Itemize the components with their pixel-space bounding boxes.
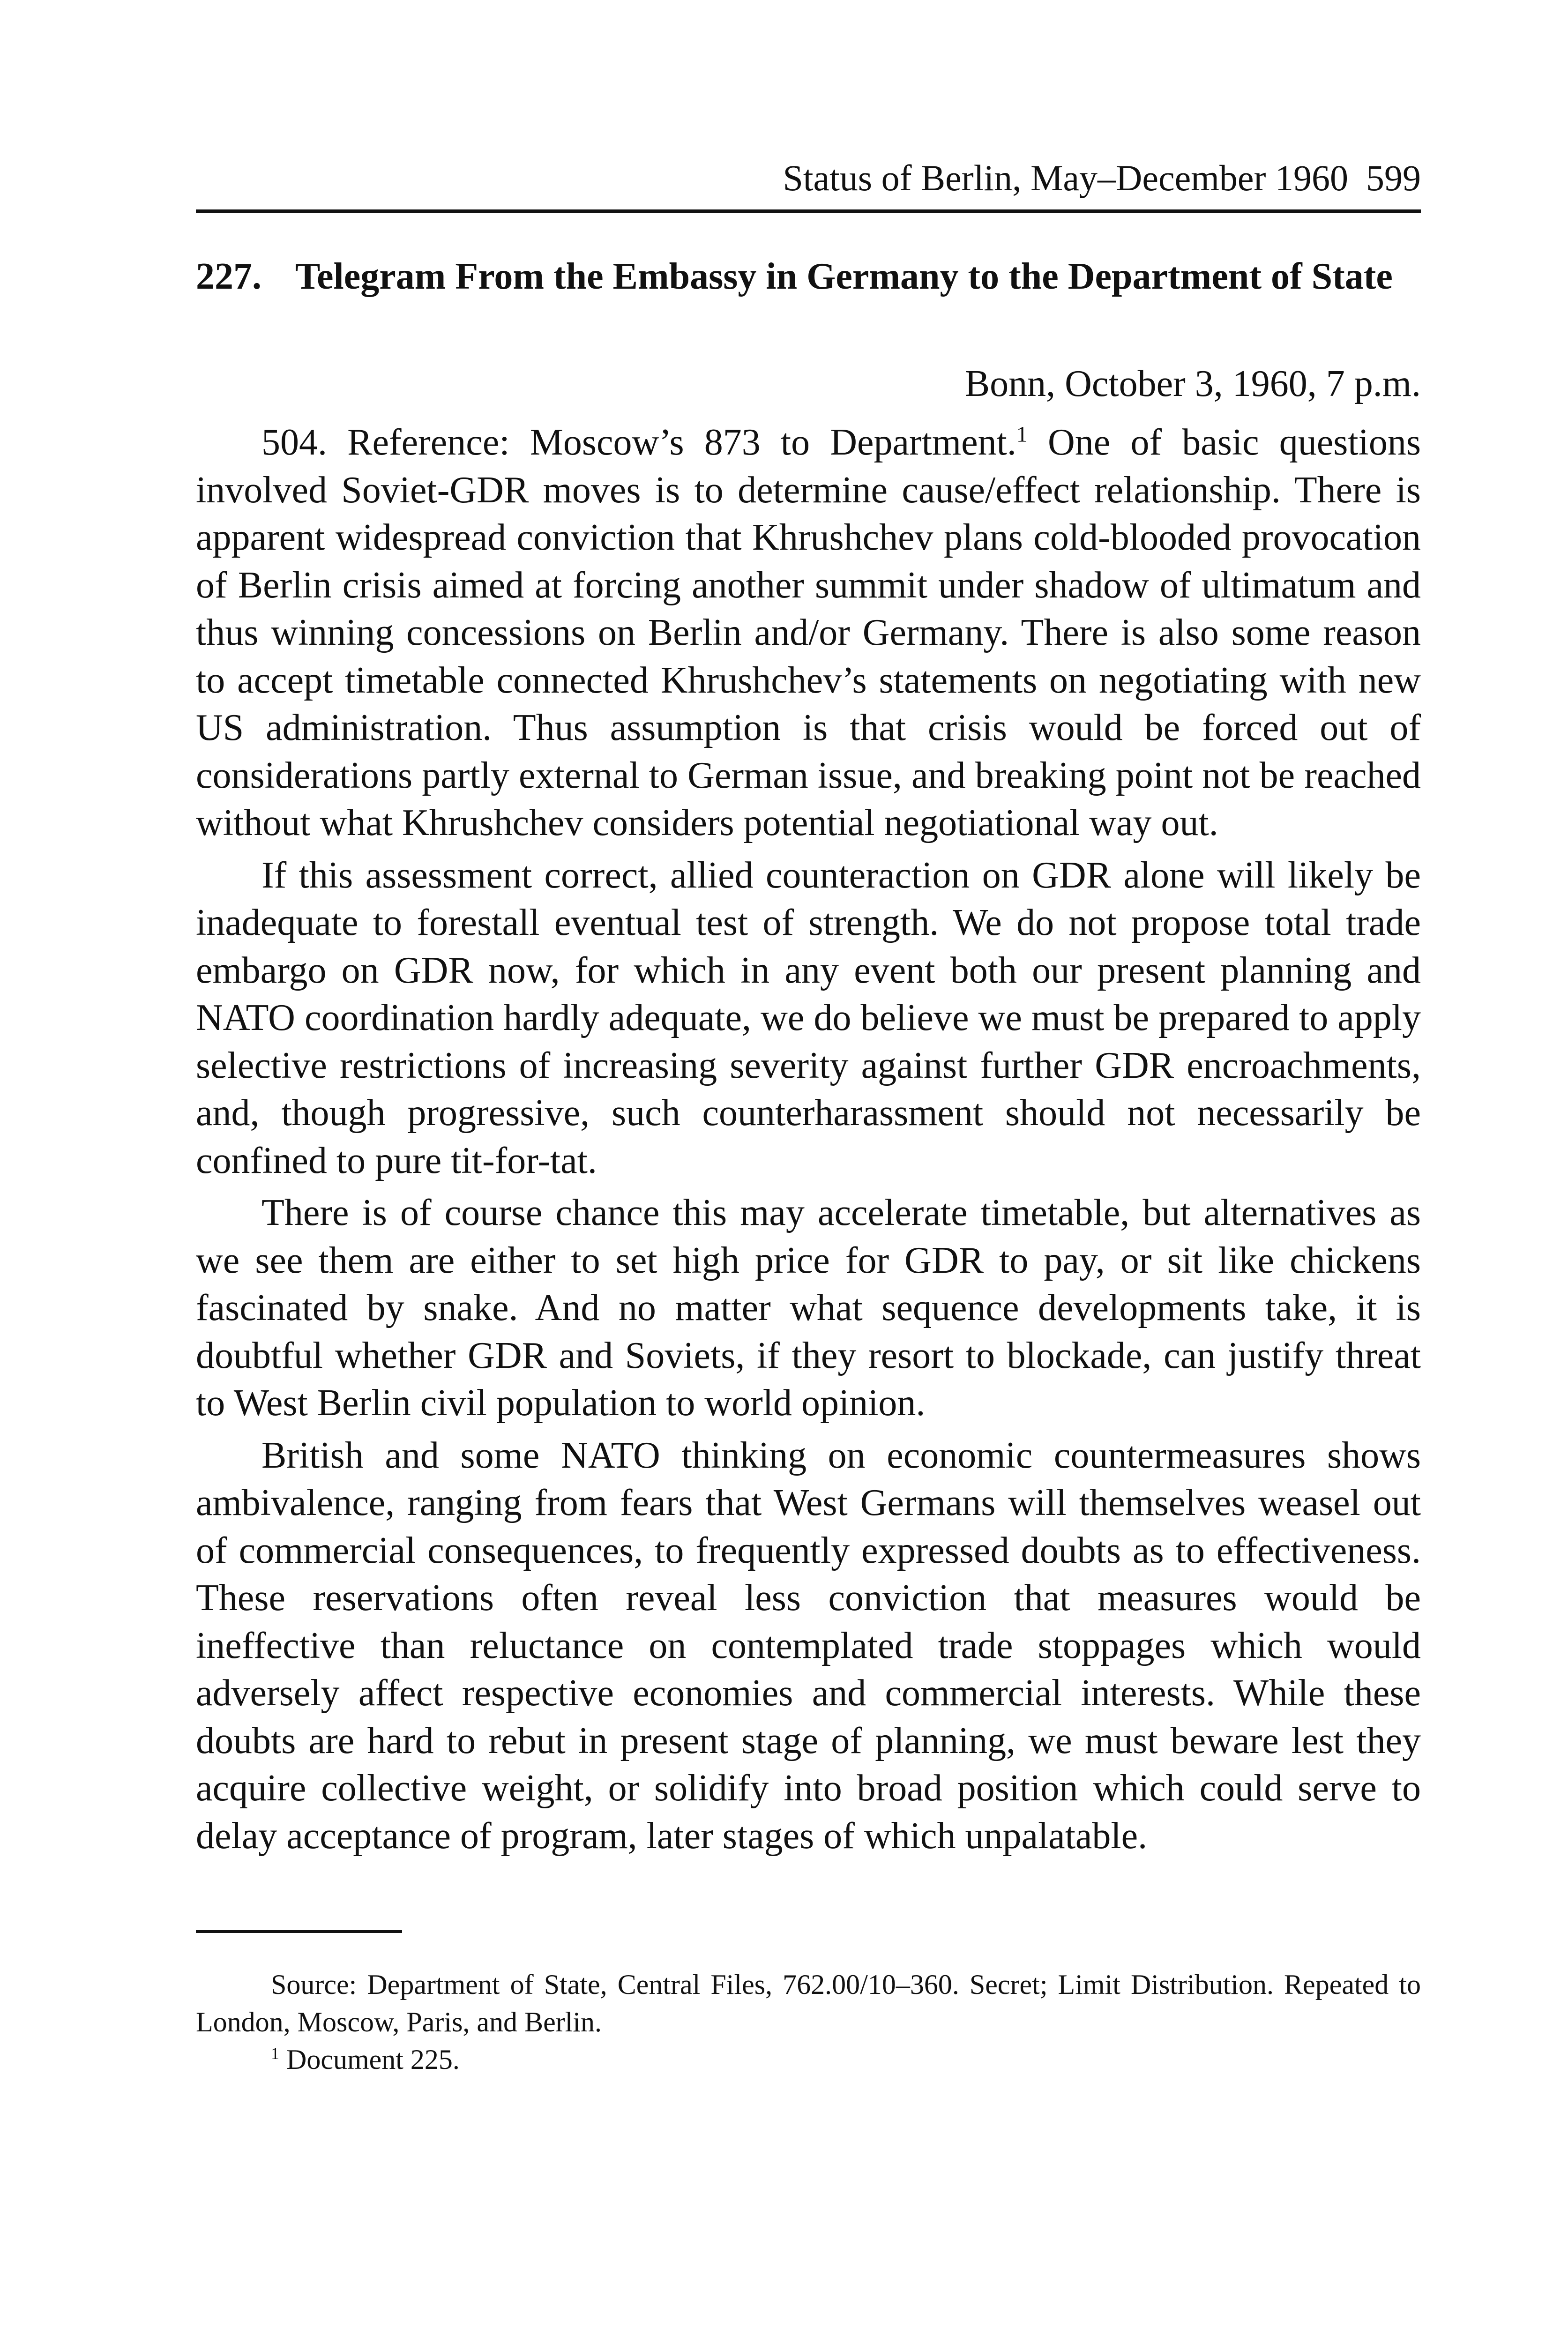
- source-note: Source: Department of State, Central Files, 762.00/10–360. Secret; Limit Distribution. Repeated to London, Moscow, Paris, and Berlin.: [196, 1969, 1421, 2037]
- footnotes: [196, 1966, 1421, 2078]
- header-rule: [196, 209, 1421, 213]
- document-number: 227.: [196, 256, 261, 297]
- footnote-1: [196, 2041, 1421, 2078]
- paragraph: British and some NATO thinking on economic countermeasures shows ambivalence, ranging from fears that West Germans will themselves weasel out of commercial consequences, to frequently expressed doubts as to effectiveness. These reservations often reveal less conviction that measures would be ineffective than reluctance on contemplated trade stoppages which would adversely affect respective economies and commercial interests. While these doubts are hard to rebut in present stage of planning, we must beware lest they acquire collective weight, or solidify into broad position which could serve to delay acceptance of program, later stages of which unpalatable.: [196, 1434, 1421, 1857]
- paragraph: There is of course chance this may accelerate timetable, but alternatives as we see them are either to set high price for GDR to pay, or sit like chickens fascinated by snake. And no matter what sequence developments take, it is doubtful whether GDR and Soviets, if they resort to blockade, can justify threat to West Berlin civil population to world opinion.: [196, 1192, 1421, 1424]
- document-title: Telegram From the Embassy in Germany to the Department of State: [295, 256, 1393, 297]
- running-header: [196, 152, 1421, 204]
- footnote-rule: [196, 1930, 402, 1933]
- document-heading: [196, 253, 1421, 300]
- footnote-text: Document 225.: [286, 2044, 460, 2075]
- page-number: 599: [1366, 157, 1421, 198]
- footnote-ref: 1: [1016, 422, 1028, 447]
- footnote-marker: 1: [271, 2044, 279, 2063]
- paragraph-text: 504. Reference: Moscow’s 873 to Department.: [261, 422, 1016, 463]
- dateline: Bonn, October 3, 1960, 7 p.m.: [964, 363, 1421, 404]
- paragraph: [196, 419, 1421, 847]
- paragraph: If this assessment correct, allied counteraction on GDR alone will likely be inadequate to forestall eventual test of strength. We do not propose total trade embargo on GDR now, for which in any event both our present planning and NATO coordination hardly adequate, we do believe we must be prepared to apply selective restrictions of increasing severity against further GDR encroachments, and, though progressive, such counterharassment should not necessarily be confined to pure tit-for-tat.: [196, 854, 1421, 1181]
- paragraph-text: One of basic questions involved Soviet-GDR moves is to determine cause/effect relationship. There is apparent widespread conviction that Khrushchev plans cold-blooded provocation of Berlin crisis aimed at forcing another summit under shadow of ultimatum and thus winning concessions on Berlin and/or Germany. There is also some reason to accept timetable connected Khrushchev’s statements on negotiating with new US administration. Thus assumption is that crisis would be forced out of considerations partly external to German issue, and breaking point not be reached without what Khrushchev considers potential negotiational way out.: [196, 422, 1421, 843]
- document-body: [196, 419, 1421, 1860]
- running-title: Status of Berlin, May–December 1960: [783, 157, 1348, 198]
